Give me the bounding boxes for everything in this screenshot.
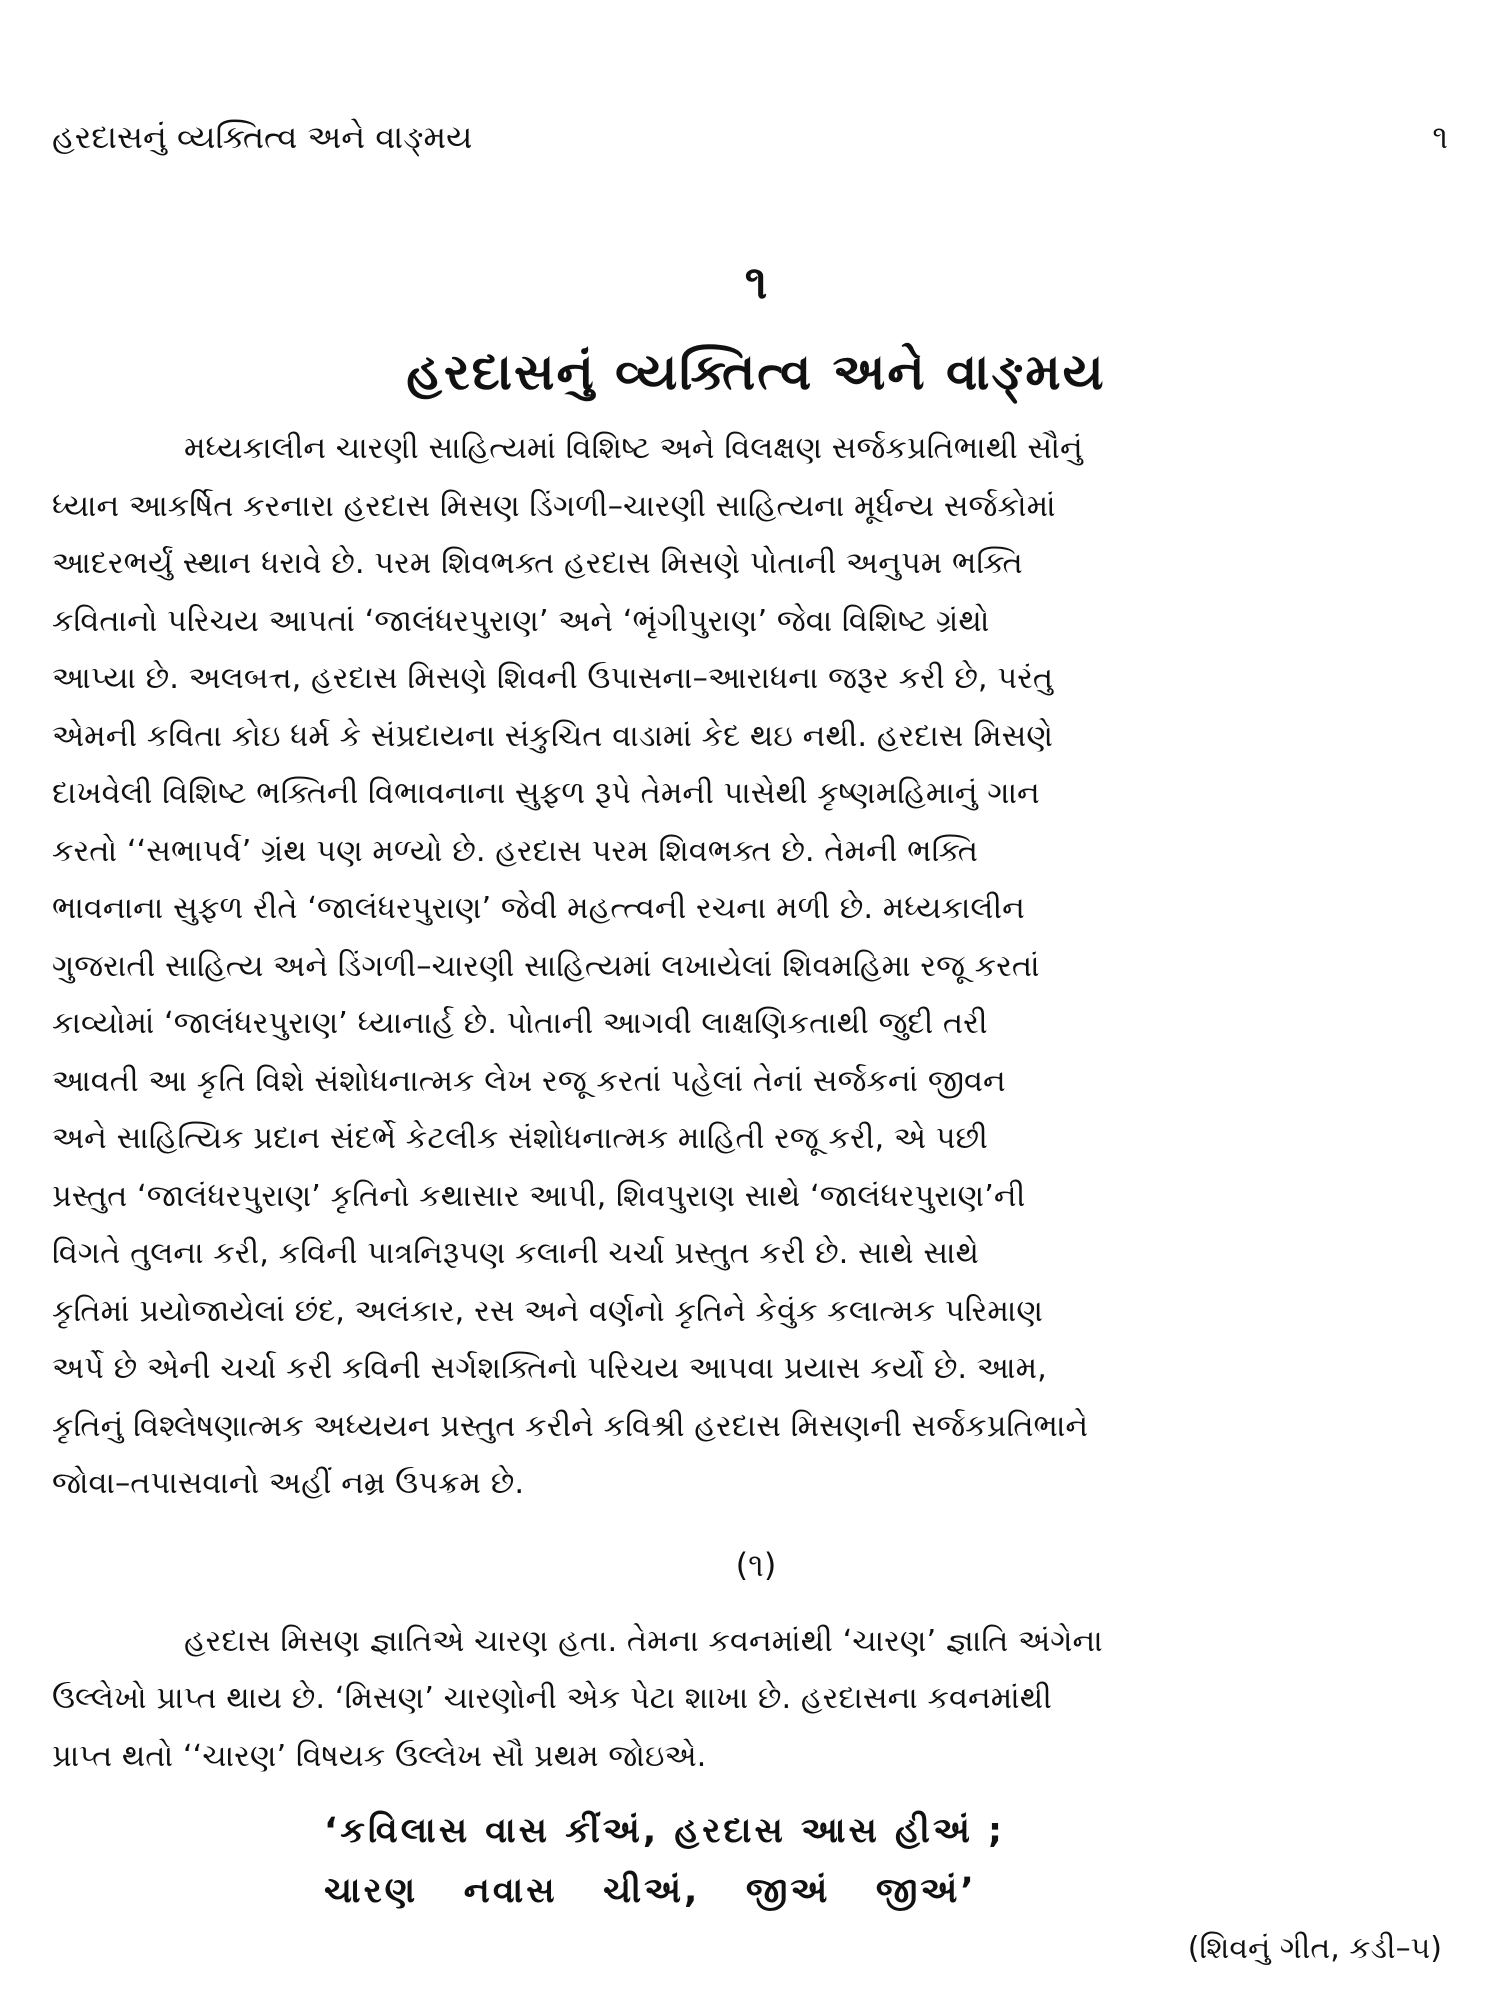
text-line: હરદાસ મિસણ જ્ઞાતિએ ચારણ હતા. તેમના કવનમાંથી ‘ચારણ’ જ્ઞાતિ અંગેના [184,1623,1103,1659]
text-line: દાખવેલી વિશિષ્ટ ભક્તિની વિભાવનાના સુફળ રૂપે તેમની પાસેથી કૃષ્ણમહિમાનું ગાન [52,776,1040,811]
text-line: વિગતે તુલના કરી, કવિની પાત્રનિરૂપણ કલાની ચર્ચા પ્રસ્તુત કરી છે. સાથે સાથે [52,1236,979,1271]
chapter-number: ૧ [744,255,768,309]
running-header [52,118,1460,170]
running-title: હરદાસનું વ્યક્તિત્વ અને વાઙ્મય [52,118,473,156]
text-line: ભાવનાના સુફળ રીતે ‘જાલંધરપુરાણ’ જેવી મહત્ત્વની રચના મળી છે. મધ્યકાલીન [52,891,1025,926]
text-line: આવતી આ કૃતિ વિશે સંશોધનાત્મક લેખ રજૂ કરતાં પહેલાં તેનાં સર્જકનાં જીવન [52,1063,1006,1099]
verse-quote [52,1801,1460,1921]
page-number: ૧ [1432,118,1448,156]
paragraph-charan [52,1613,1460,1786]
text-line: પ્રાપ્ત થતો ‘‘ચારણ’ વિષયક ઉલ્લેખ સૌ પ્રથમ જોઇએ. [52,1738,707,1774]
text-line: ધ્યાન આકર્ષિત કરનારા હરદાસ મિસણ ડિંગળી–ચારણી સાહિત્યના મૂર્ધન્ય સર્જકોમાં [52,488,1056,524]
text-line: એમની કવિતા કોઇ ધર્મ કે સંપ્રદાયના સંકુચિત વાડામાં કેદ થઇ નથી. હરદાસ મિસણે [52,718,1053,754]
text-line: અને સાહિત્યિક પ્રદાન સંદર્ભે કેટલીક સંશોધનાત્મક માહિતી રજૂ કરી, એ પછી [52,1121,988,1156]
text-line: ગુજરાતી સાહિત્ય અને ડિંગળી–ચારણી સાહિત્યમાં લખાયેલાં શિવમહિમા રજૂ કરતાં [52,948,1040,984]
text-line: મધ્યકાલીન ચારણી સાહિત્યમાં વિશિષ્ટ અને વિલક્ષણ સર્જકપ્રતિભાથી સૌનું [184,431,1083,466]
verse-line-1: ‘કવિલાસ વાસ કીંઅં, હરદાસ આસ હીઅં ; [324,1811,1006,1851]
text-line: પ્રસ્તુત ‘જાલંધરપુરાણ’ કૃતિનો કથાસાર આપી, શિવપુરાણ સાથે ‘જાલંધરપુરાણ’ની [52,1178,1026,1214]
text-line: કરતો ‘‘સભાપર્વ’ ગ્રંથ પણ મળ્યો છે. હરદાસ પરમ શિવભક્ત છે. તેમની ભક્તિ [52,833,978,869]
verse-line-2: ચારણ નવાસ ચીઅં, જીઅં જીઅં’ [324,1871,977,1911]
chapter-title: હરદાસનું વ્યક્તિત્વ અને વાઙ્મય [406,343,1106,401]
text-line: આપ્યા છે. અલબત્ત, હરદાસ મિસણે શિવની ઉપાસના–આરાધના જરૂર કરી છે, પરંતુ [52,661,1054,696]
text-line: કવિતાનો પરિચય આપતાં ‘જાલંધરપુરાણ’ અને ‘ભૃંગીપુરાણ’ જેવા વિશિષ્ટ ગ્રંથો [52,603,990,639]
text-line: કાવ્યોમાં ‘જાલંધરપુરાણ’ ધ્યાનાર્હ છે. પોતાની આગવી લાક્ષણિકતાથી જુદી તરી [52,1006,988,1041]
text-line: જોવા–તપાસવાનો અહીં નમ્ર ઉપક્રમ છે. [52,1466,525,1501]
section-number: (૧) [735,1545,777,1584]
text-line: ઉલ્લેખો પ્રાપ્ત થાય છે. ‘મિસણ’ ચારણોની એક પેટા શાખા છે. હરદાસના કવનમાંથી [52,1681,1052,1716]
text-line: આદરભર્યું સ્થાન ધરાવે છે. પરમ શિવભક્ત હરદાસ મિસણે પોતાની અનુપમ ભક્તિ [52,546,1023,581]
paragraph-intro [52,420,1460,1513]
verse-citation: (શિવનું ગીત, કડી–૫) [1187,1931,1442,1966]
text-line: કૃતિનું વિશ્લેષણાત્મક અધ્યયન પ્રસ્તુત કરીને કવિશ્રી હરદાસ મિસણની સર્જકપ્રતિભાને [52,1408,1089,1444]
text-line: કૃતિમાં પ્રયોજાયેલાં છંદ, અલંકાર, રસ અને વર્ણનો કૃતિને કેવુંક કલાત્મક પરિમાણ [52,1293,1043,1329]
text-line: અર્પે છે એની ચર્ચા કરી કવિની સર્ગશક્તિનો પરિચય આપવા પ્રયાસ કર્યો છે. આમ, [52,1351,1047,1386]
